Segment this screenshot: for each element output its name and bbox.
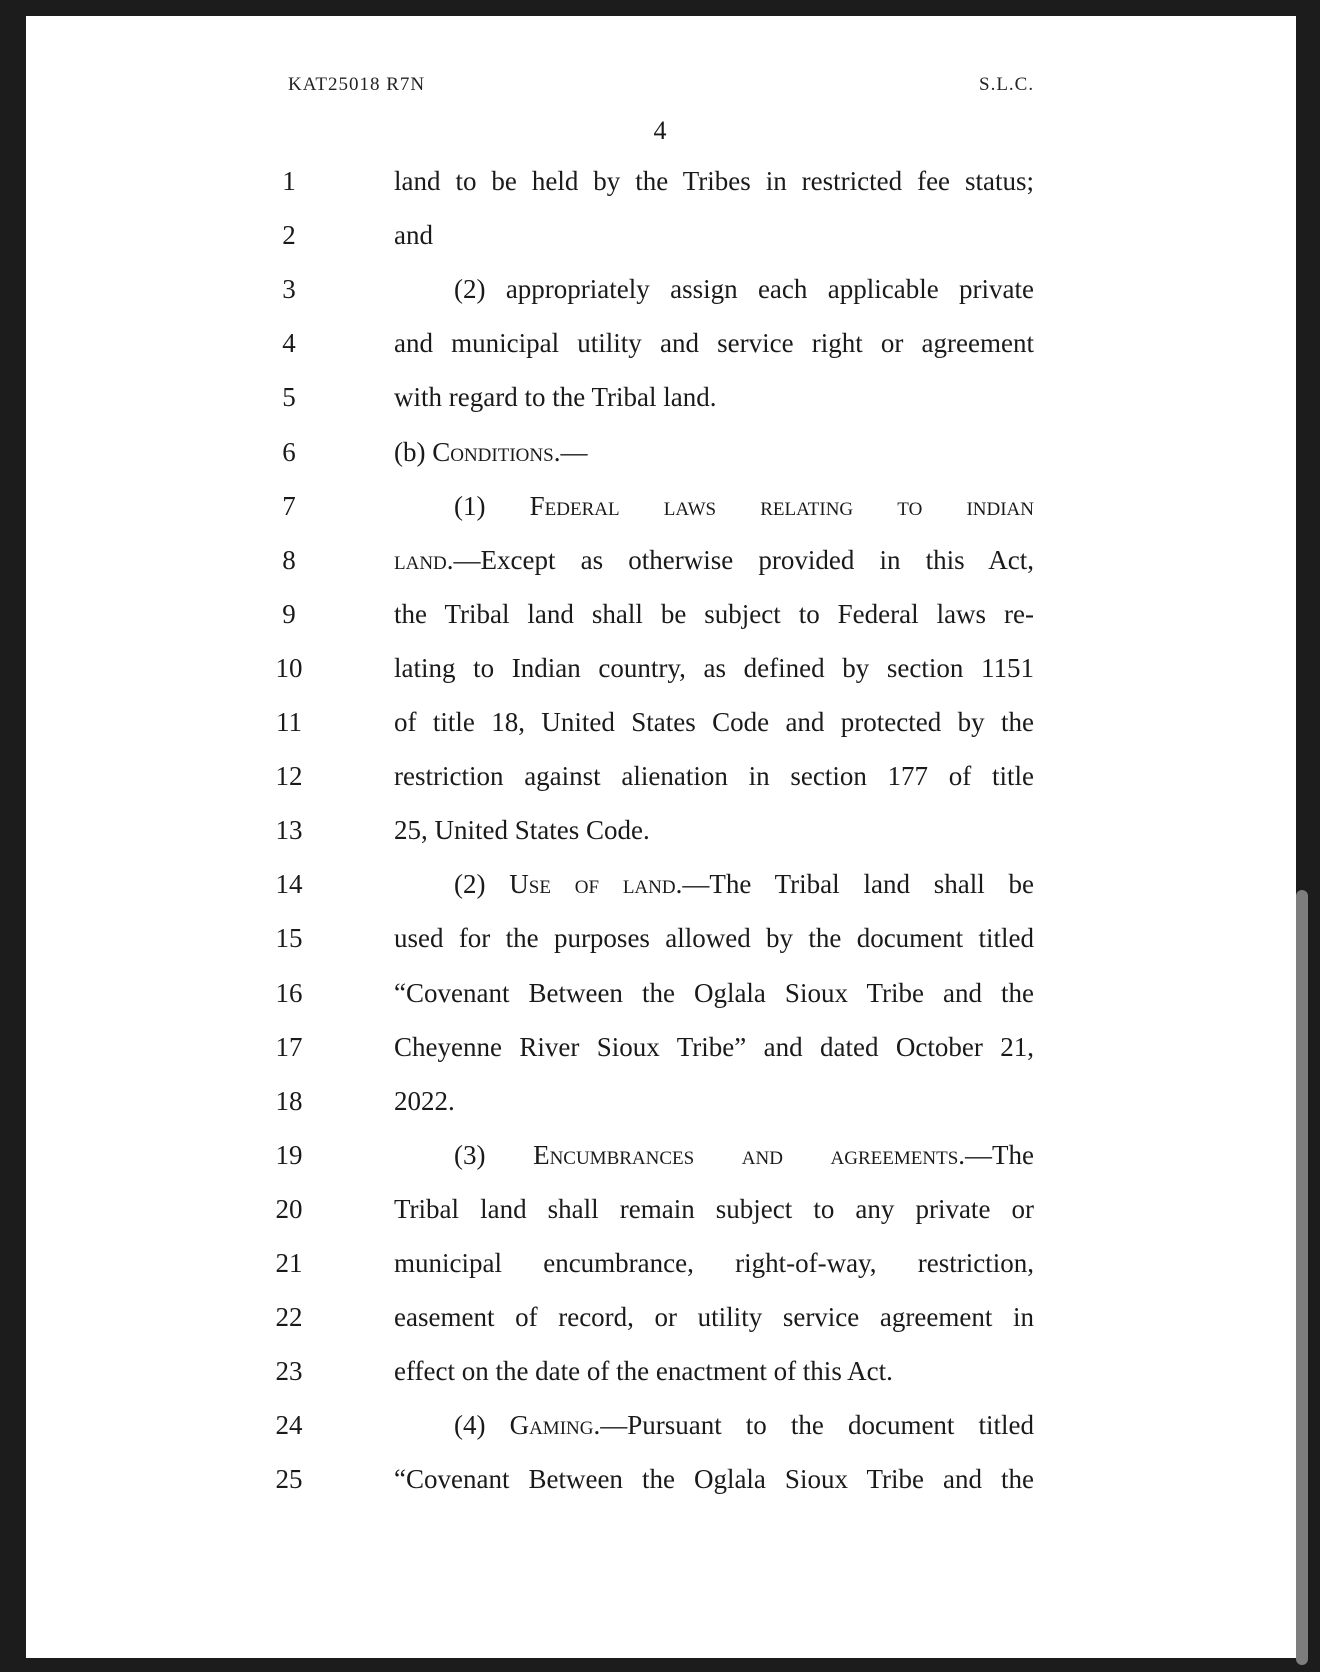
text-segment: “Covenant Between the Oglala Sioux Tribe and the [394,977,1034,1008]
text-segment: land to be held by the Tribes in restricted fee status; [394,166,1034,196]
bill-line [0,1410,1320,1450]
line-text [394,1464,1034,1495]
line-text [394,1032,1034,1063]
header-document-id: KAT25018 R7N [288,74,426,95]
small-caps-heading: Use of land [509,869,676,900]
line-text [394,761,1034,792]
bill-line [0,1464,1320,1504]
bill-line [0,328,1320,368]
text-segment: with regard to the Tribal land. [394,382,717,413]
line-text [394,707,1034,738]
line-number: 8 [282,544,296,575]
line-text [394,1248,1034,1279]
bill-line [0,166,1320,206]
line-text [454,869,1034,900]
text-segment: Cheyenne River Sioux Tribe” and dated October 21, [394,1031,1034,1062]
page-number: 4 [653,116,667,145]
line-text [394,599,1034,630]
line-text [394,166,1034,197]
line-text [394,923,1034,954]
text-segment: .—Pursuant to the document titled [593,1410,1035,1441]
line-number: 20 [275,1193,303,1224]
line-number: 13 [275,815,303,846]
small-caps-heading: Federal laws relating to indian [529,490,1034,521]
text-segment: 2022. [394,1085,455,1116]
header-slc: S.L.C. [979,74,1035,95]
line-number: 7 [282,490,296,521]
line-number: 9 [282,598,296,629]
line-text [394,978,1034,1009]
line-number: 12 [275,761,303,792]
bill-line [0,382,1320,422]
bill-line [0,437,1320,477]
line-number: 16 [275,977,303,1008]
text-segment: and municipal utility and service right or agreement [394,328,1034,359]
line-number: 15 [275,923,303,954]
line-number: 19 [275,1139,303,1170]
text-segment: .—Except as otherwise provided in this Act, [446,544,1034,575]
line-number: 25 [275,1464,303,1495]
line-text [394,545,1034,576]
text-segment: .—The Tribal land shall be [675,869,1035,900]
line-number: 23 [275,1356,303,1387]
line-number: 2 [282,220,296,251]
bill-line [0,599,1320,639]
line-number: 24 [275,1410,303,1441]
bill-line [0,869,1320,909]
line-text [394,1302,1034,1333]
text-segment: the Tribal land shall be subject to Federal laws re- [394,598,1034,629]
text-segment: easement of record, or utility service agreement in [394,1302,1034,1333]
bill-line [0,707,1320,747]
line-number: 18 [275,1085,303,1116]
scrollbar[interactable] [1296,0,1320,1672]
text-segment: (1) [454,490,530,521]
small-caps-heading: land [394,544,447,575]
bill-line [0,1302,1320,1342]
text-segment: of title 18, United States Code and protected by the [394,707,1034,737]
line-text [394,437,1034,468]
line-number: 6 [282,436,296,467]
line-number: 3 [282,274,296,305]
line-text [454,1140,1034,1171]
bill-line [0,1140,1320,1180]
bill-line [0,1032,1320,1072]
line-text [454,491,1034,522]
line-number: 1 [282,166,296,196]
text-segment: “Covenant Between the Oglala Sioux Tribe and the [394,1464,1034,1495]
text-segment: and [394,220,433,251]
text-segment: .—The [958,1139,1034,1170]
bill-line [0,274,1320,314]
bill-line [0,491,1320,531]
text-segment: .— [553,436,588,467]
bill-line [0,1248,1320,1288]
text-segment: municipal encumbrance, right-of-way, restriction, [394,1248,1034,1278]
text-segment: (2) [454,869,510,900]
small-caps-heading: Conditions [432,436,554,467]
line-text [394,653,1034,684]
scrollbar-thumb[interactable] [1296,890,1308,1665]
line-number: 21 [275,1248,303,1278]
line-number: 14 [275,869,303,900]
line-text [394,1194,1034,1225]
text-segment: 25, United States Code. [394,815,650,846]
line-text [454,274,1034,305]
line-number: 11 [276,707,302,737]
text-segment: restriction against alienation in section 177 of title [394,761,1034,792]
line-number: 4 [282,328,296,359]
bill-line [0,1086,1320,1126]
line-number: 17 [275,1031,303,1062]
text-segment: lating to Indian country, as defined by section 1151 [394,652,1034,683]
line-text [394,220,1034,251]
bill-line [0,761,1320,801]
line-text [394,815,1034,846]
small-caps-heading: Encumbrances and agreements [533,1139,959,1170]
bill-line [0,1194,1320,1234]
text-segment: Tribal land shall remain subject to any private or [394,1193,1034,1224]
line-number: 5 [282,382,296,413]
text-segment: (2) appropriately assign each applicable private [454,274,1034,305]
text-segment: (3) [454,1139,534,1170]
text-segment: (4) [454,1410,510,1441]
text-segment: (b) [394,436,433,467]
bill-line [0,220,1320,260]
line-text [394,382,1034,413]
bill-line [0,653,1320,693]
line-text [394,1356,1034,1387]
bill-line [0,978,1320,1018]
line-text [394,1086,1034,1117]
text-segment: effect on the date of the enactment of this Act. [394,1356,893,1387]
line-text [454,1410,1034,1441]
small-caps-heading: Gaming [509,1410,594,1441]
bill-line [0,545,1320,585]
line-number: 10 [275,652,303,683]
line-number: 22 [275,1302,303,1333]
bill-line [0,923,1320,963]
bill-line [0,815,1320,855]
line-text [394,328,1034,359]
text-segment: used for the purposes allowed by the document titled [394,923,1034,954]
bill-line [0,1356,1320,1396]
